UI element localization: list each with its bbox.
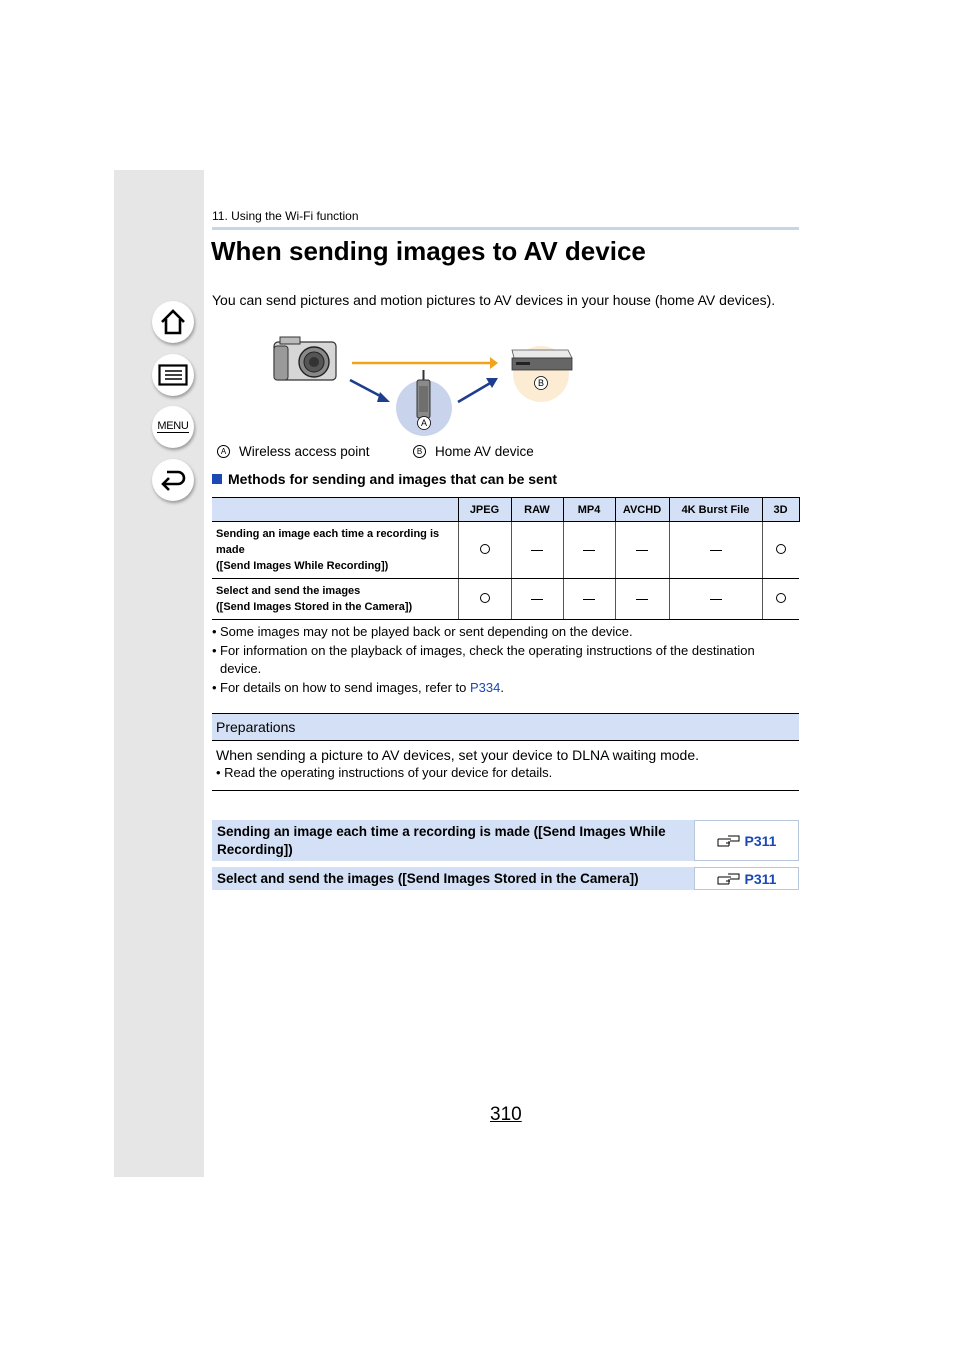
support-cell [511,579,563,620]
support-cell [511,522,563,579]
caption-b-text: Home AV device [435,444,534,459]
home-icon [159,308,187,336]
supported-mark [776,593,786,603]
reference-row [212,820,799,861]
reference-page: P311 [744,870,777,887]
support-cell [458,522,511,579]
reference-label: Select and send the images ([Send Images Stored in the Camera]) [212,867,694,890]
connection-diagram [212,332,592,440]
contents-list-icon [158,364,188,386]
unsupported-mark [636,550,648,551]
reference-label: Sending an image each time a recording is made ([Send Images While Recording]) [212,820,694,861]
reference-link[interactable] [694,820,799,861]
col-header: RAW [511,498,563,522]
support-cell [615,522,669,579]
header-blank [212,498,458,522]
note-text: For details on how to send images, refer to [220,679,471,695]
support-cell [669,579,762,620]
row-label-line: Select and send the images [216,585,361,597]
preparations-note: • Read the operating instructions of your device for details. [216,765,553,780]
intro-text: You can send pictures and motion pictures to AV devices in your house (home AV devices). [212,292,776,308]
unsupported-mark [583,550,595,551]
support-cell [669,522,762,579]
reference-row [212,867,799,890]
home-button[interactable] [152,301,194,343]
col-header: 3D [762,498,799,522]
support-cell [563,579,615,620]
menu-label: MENU [157,420,189,432]
contents-button[interactable] [152,354,194,396]
caption-a-text: Wireless access point [239,444,370,459]
header-rule [212,227,799,230]
p334-link[interactable]: P334 [470,679,501,695]
note-item: • For information on the playback of images, check the operating instructions of the destination device. [212,642,799,679]
marker-b: B [537,378,545,388]
marker-b-caption: B [413,445,426,458]
table-row [212,579,799,620]
support-cell [458,579,511,620]
breadcrumb: 11. Using the Wi-Fi function [212,209,359,223]
back-button[interactable] [152,459,194,501]
unsupported-mark [531,599,543,600]
row-label-line: Sending an image each time a recording is made [216,528,440,556]
row-label [212,522,458,579]
methods-table [212,497,800,620]
caption-a [217,444,370,459]
preparations-note-text: Read the operating instructions of your device for details. [224,765,553,780]
unsupported-mark [531,550,543,551]
support-cell [762,579,799,620]
note-item: • Some images may not be played back or sent depending on the device. [212,623,799,642]
methods-heading [212,471,557,487]
col-header: JPEG [458,498,511,522]
note-text: . [500,679,505,695]
row-label-line: ([Send Images Stored in the Camera]) [216,601,413,613]
notes-list [212,623,799,697]
page-number: 310 [490,1104,522,1125]
table-row [212,522,799,579]
unsupported-mark [710,599,722,600]
unsupported-mark [583,599,595,600]
table-header-row [212,498,799,522]
preparations-heading: Preparations [212,713,799,741]
support-cell [615,579,669,620]
reference-page: P311 [744,832,777,849]
square-bullet-icon [212,474,222,484]
marker-a: A [420,418,428,428]
col-header: MP4 [563,498,615,522]
unsupported-mark [710,550,722,551]
col-header: AVCHD [615,498,669,522]
pointing-hand-icon [717,872,741,886]
marker-a-caption: A [217,445,230,458]
pointing-hand-icon [717,834,741,848]
row-label [212,579,458,620]
divider [212,790,799,791]
note-item [212,679,799,698]
caption-b [413,444,534,459]
menu-button[interactable] [152,406,194,448]
row-label-line: ([Send Images While Recording]) [216,560,389,572]
support-cell [762,522,799,579]
supported-mark [480,544,490,554]
support-cell [563,522,615,579]
supported-mark [480,593,490,603]
col-header: 4K Burst File [669,498,762,522]
av-device-icon [512,346,572,402]
methods-heading-text: Methods for sending and images that can be sent [228,471,558,487]
page-title: When sending images to AV device [211,236,646,266]
reference-link[interactable] [694,867,799,890]
preparations-body: When sending a picture to AV devices, set your device to DLNA waiting mode. [216,747,699,763]
unsupported-mark [636,599,648,600]
supported-mark [776,544,786,554]
wifi-arrow [352,357,498,369]
back-arrow-icon [159,467,187,493]
camera-icon [274,337,336,380]
